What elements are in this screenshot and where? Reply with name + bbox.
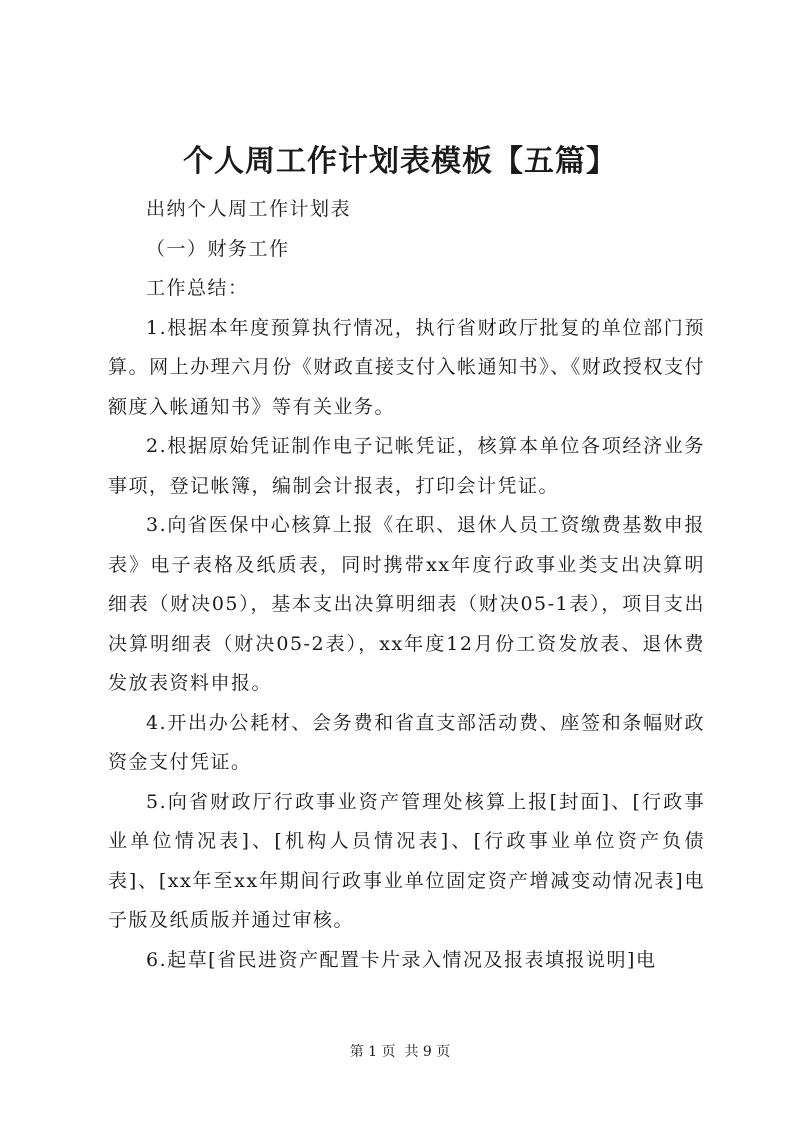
document-body <box>108 190 705 980</box>
page-footer <box>0 1042 800 1062</box>
paragraph-item-2: 2.根据原始凭证制作电子记帐凭证，核算本单位各项经济业务事项，登记帐簿，编制会计报表，打印会计凭证。 <box>108 435 705 497</box>
page-number-label: 第 1 页 共 9 页 <box>349 1044 451 1060</box>
paragraph-summary-label: 工作总结： <box>146 277 249 299</box>
paragraph-item-4: 4.开出办公耗材、会务费和省直支部活动费、座签和条幅财政资金支付凭证。 <box>108 711 705 773</box>
paragraph-heading-subtitle: 出纳个人周工作计划表 <box>146 198 352 220</box>
paragraph-item-5: 5.向省财政厅行政事业资产管理处核算上报[封面]、[行政事业单位情况表]、[机构人员情况表]、[行政事业单位资产负债表]、[xx年至xx年期间行政事业单位固定资产增减变动情况表]电子版及纸质版并通过审核。 <box>108 790 705 931</box>
document-title: 个人周工作计划表模板【五篇】 <box>183 144 617 179</box>
paragraph-item-3: 3.向省医保中心核算上报《在职、退休人员工资缴费基数申报表》电子表格及纸质表，同时携带xx年度行政事业类支出决算明细表（财决05），基本支出决算明细表（财决05-1表），项目支出决算明细表（财决05-2表），xx年度12月份工资发放表、退休费发放表资料申报。 <box>108 514 705 694</box>
paragraph-item-1: 1.根据本年度预算执行情况，执行省财政厅批复的单位部门预算。网上办理六月份《财政直接支付入帐通知书》、《财政授权支付额度入帐通知书》等有关业务。 <box>108 316 705 418</box>
paragraph-item-6: 6.起草[省民进资产配置卡片录入情况及报表填报说明]电 <box>146 948 657 971</box>
paragraph-section-heading: （一）财务工作 <box>146 237 290 260</box>
